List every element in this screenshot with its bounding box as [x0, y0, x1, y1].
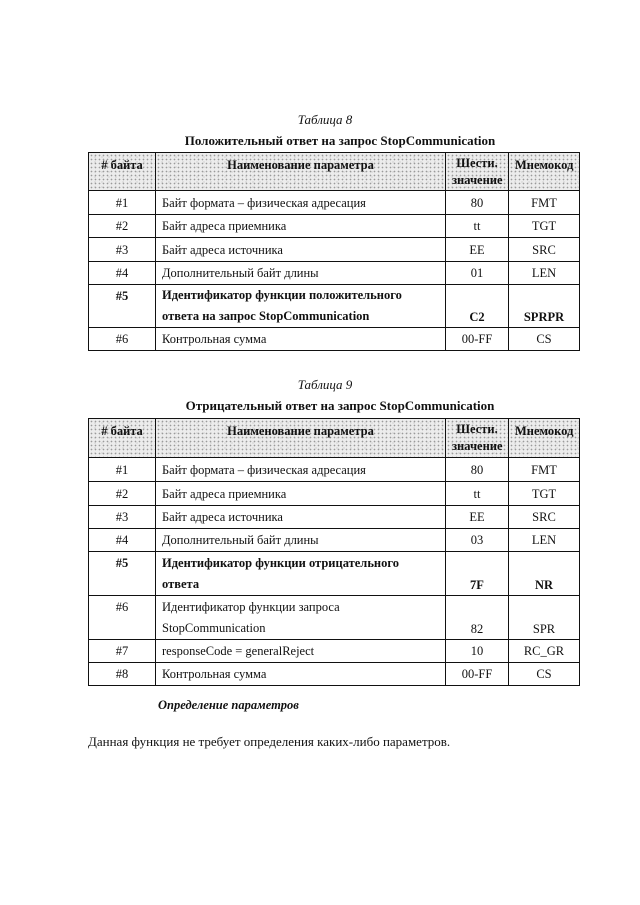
cell-name: Контрольная сумма [156, 328, 446, 351]
header-byte: # байта [89, 419, 156, 458]
table-row [89, 215, 580, 238]
cell-name: Байт адреса источника [156, 506, 446, 529]
cell-hex: 80 [446, 458, 509, 482]
cell-name: Байт адреса приемника [156, 482, 446, 506]
cell-name [156, 285, 446, 328]
table-row [89, 262, 580, 285]
header-mnemonic: Мнемокод [509, 153, 580, 191]
table-9-number: Таблица 9 [297, 377, 353, 392]
cell-mnemonic: SPRPR [509, 285, 580, 328]
cell-hex: EE [446, 506, 509, 529]
cell-mnemonic: LEN [509, 262, 580, 285]
cell-name: Байт формата – физическая адресация [156, 458, 446, 482]
header-hex-line1: Шести. [456, 156, 498, 170]
cell-mnemonic: FMT [509, 458, 580, 482]
cell-hex: tt [446, 482, 509, 506]
cell-byte: #2 [89, 482, 156, 506]
cell-name-line2: ответа [162, 576, 200, 591]
table-row [89, 552, 580, 596]
header-hex-line1: Шести. [456, 422, 498, 436]
cell-hex: EE [446, 238, 509, 262]
cell-name: Байт адреса источника [156, 238, 446, 262]
header-byte: # байта [89, 153, 156, 191]
cell-hex: tt [446, 215, 509, 238]
cell-byte: #8 [89, 663, 156, 686]
cell-mnemonic: LEN [509, 529, 580, 552]
cell-mnemonic: SPR [509, 596, 580, 640]
cell-name [156, 552, 446, 596]
cell-mnemonic: SRC [509, 238, 580, 262]
table-row [89, 328, 580, 351]
header-name: Наименование параметра [156, 153, 446, 191]
cell-name-line2: StopCommunication [162, 620, 266, 635]
header-hex-line2: значение [452, 439, 503, 453]
cell-byte: #3 [89, 238, 156, 262]
cell-mnemonic: CS [509, 328, 580, 351]
definitions-heading: Определение параметров [158, 698, 299, 712]
header-mnemonic: Мнемокод [509, 419, 580, 458]
cell-byte: #5 [89, 552, 156, 596]
table-row [89, 529, 580, 552]
cell-mnemonic: NR [509, 552, 580, 596]
cell-name: Байт адреса приемника [156, 215, 446, 238]
cell-name: Дополнительный байт длины [156, 262, 446, 285]
table-row [89, 506, 580, 529]
header-hex-line2: значение [452, 173, 503, 187]
cell-name [156, 596, 446, 640]
cell-hex: 80 [446, 191, 509, 215]
cell-mnemonic: FMT [509, 191, 580, 215]
cell-name: Байт формата – физическая адресация [156, 191, 446, 215]
cell-hex: 03 [446, 529, 509, 552]
header-hex [446, 419, 509, 458]
table-row [89, 285, 580, 328]
cell-name: responseCode = generalReject [156, 640, 446, 663]
cell-byte: #1 [89, 458, 156, 482]
table-8-number: Таблица 8 [297, 112, 353, 127]
cell-name-line2: ответа на запрос StopCommunication [162, 309, 370, 323]
cell-hex: 10 [446, 640, 509, 663]
table-row [89, 238, 580, 262]
cell-hex: 82 [446, 596, 509, 640]
cell-name-line1: Идентификатор функции положительного [162, 288, 402, 302]
cell-byte: #7 [89, 640, 156, 663]
table-8 [88, 152, 580, 351]
cell-hex: 00-FF [446, 663, 509, 686]
cell-mnemonic: RC_GR [509, 640, 580, 663]
header-hex [446, 153, 509, 191]
cell-name: Контрольная сумма [156, 663, 446, 686]
table-row [89, 458, 580, 482]
cell-byte: #5 [89, 285, 156, 328]
table-9-title: Отрицательный ответ на запрос StopCommunication [185, 398, 495, 413]
cell-byte: #6 [89, 328, 156, 351]
table-header-row [89, 153, 580, 191]
cell-mnemonic: SRC [509, 506, 580, 529]
table-8-title: Положительный ответ на запрос StopCommunication [184, 133, 496, 148]
cell-hex: 00-FF [446, 328, 509, 351]
definitions-text: Данная функция не требует определения каких-либо параметров. [88, 734, 451, 749]
table-9 [88, 418, 580, 686]
table-row [89, 482, 580, 506]
header-name: Наименование параметра [156, 419, 446, 458]
cell-byte: #4 [89, 529, 156, 552]
cell-byte: #6 [89, 596, 156, 640]
table-row [89, 663, 580, 686]
cell-hex: 7F [446, 552, 509, 596]
table-row [89, 596, 580, 640]
cell-byte: #4 [89, 262, 156, 285]
cell-mnemonic: CS [509, 663, 580, 686]
cell-byte: #2 [89, 215, 156, 238]
cell-name-line1: Идентификатор функции запроса [162, 599, 340, 614]
cell-mnemonic: TGT [509, 215, 580, 238]
table-row [89, 191, 580, 215]
cell-byte: #3 [89, 506, 156, 529]
cell-hex: 01 [446, 262, 509, 285]
cell-byte: #1 [89, 191, 156, 215]
cell-mnemonic: TGT [509, 482, 580, 506]
cell-name: Дополнительный байт длины [156, 529, 446, 552]
table-row [89, 640, 580, 663]
table-header-row [89, 419, 580, 458]
cell-name-line1: Идентификатор функции отрицательного [162, 555, 399, 570]
cell-hex: C2 [446, 285, 509, 328]
